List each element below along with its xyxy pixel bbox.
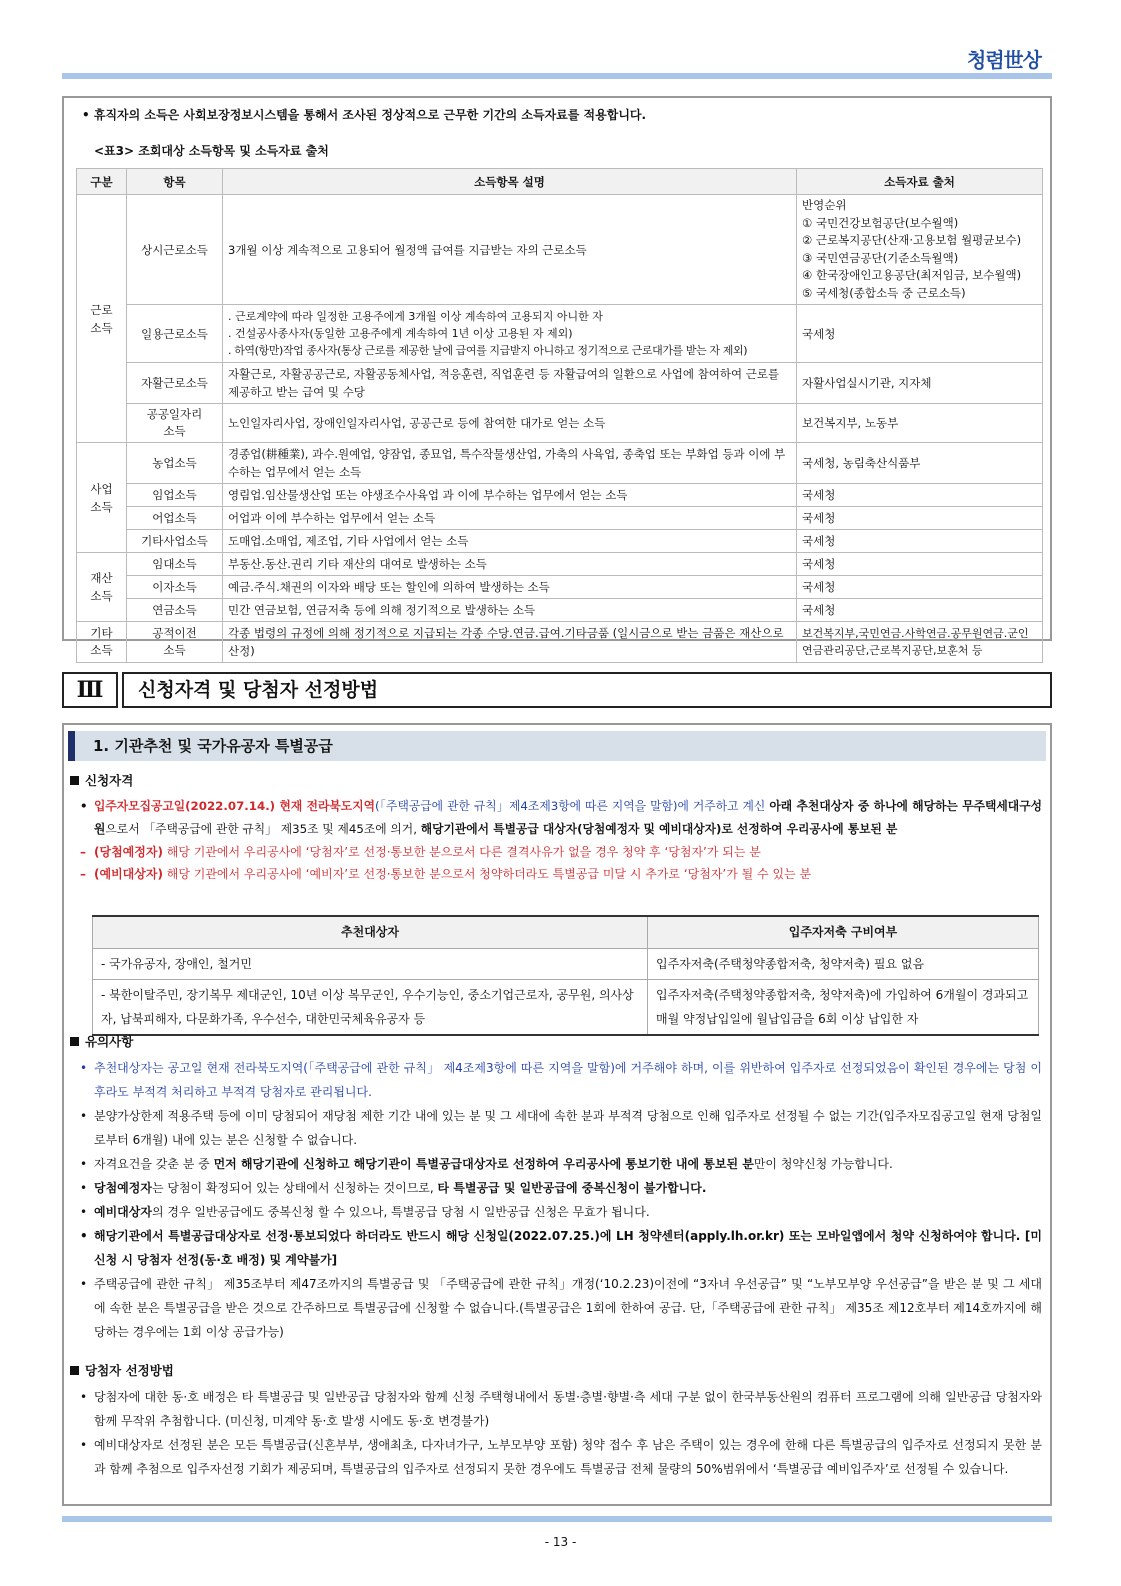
dash-item-reserve: – (예비대상자) 해당 기관에서 우리공사에 ‘예비자’로 선정·통보한 분으로서 청약하더라도 특별공급 미달 시 추가로 ‘당첨자’가 될 수 있는 분 <box>64 864 1054 885</box>
group-cell: 근로 소득 <box>77 195 127 443</box>
source-cell: 반영순위 ① 국민건강보험공단(보수월액) ② 근로복지공단(산재·고용보험 월평균보수) ③ 국민연금공단(기준소득월액) ④ 한국장애인고용공단(최저임금, 보수월액) ⑤ 국세청(종합소득 중 근로소득) <box>797 195 1043 305</box>
square-bullet-icon <box>70 1366 79 1375</box>
dash-item-winner: – (당첨예정자) 해당 기관에서 우리공사에 ‘당첨자’로 선정·통보한 분으로서 다른 결격사유가 없을 경우 청약 후 ‘당첨자’가 되는 분 <box>64 842 1054 863</box>
source-cell: 자활사업실시기관, 지자체 <box>797 363 1043 404</box>
page-number: - 13 - <box>544 1535 577 1549</box>
notes-heading: 유의사항 <box>64 1032 1054 1050</box>
group-cell: 사업 소득 <box>77 443 127 553</box>
item-cell: 연금소득 <box>127 599 223 622</box>
rec-savings-cell: 입주자저축(주택청약종합저축, 청약저축)에 가입하여 6개월이 경과되고 매월 약정납입일에 월납입금을 6회 이상 납입한 자 <box>648 979 1039 1035</box>
selection-block <box>64 1361 1054 1481</box>
note-item: • 예비대상자의 경우 일반공급에도 중복신청 할 수 있으나, 특별공급 당첨 시 일반공급 신청은 무효가 됩니다. <box>64 1200 1054 1224</box>
note-item: • 분양가상한제 적용주택 등에 이미 당첨되어 재당첨 제한 기간 내에 있는 분 및 그 세대에 속한 분과 부적격 당첨으로 인해 입주자로 선정될 수 없는 기간(입주자모집공고일 현재 당첨일로부터 6개월) 내에 있는 분은 신청할 수 없습니다. <box>64 1104 1054 1152</box>
selection-item: • 예비대상자로 선정된 분은 모든 특별공급(신혼부부, 생애최초, 다자녀가구, 노부모부양 포함) 청약 접수 후 남은 주택이 있는 경우에 한해 다른 특별공급의 입주자로 선정되지 못한 분과 함께 추첨으로 입주자선정 기회가 제공되며, 특별공급의 입주자로 선정되지 못한 경우에도 특별공급 전체 물량의 50%범위에서 ‘특별공급 예비입주자’로 선정될 수 있습니다. <box>64 1433 1054 1481</box>
item-cell: 임대소득 <box>127 553 223 576</box>
source-cell: 국세청 <box>797 599 1043 622</box>
note-item: • 당첨예정자는 당첨이 확정되어 있는 상태에서 신청하는 것이므로, 타 특별공급 및 일반공급에 중복신청이 불가합니다. <box>64 1176 1054 1200</box>
desc-cell: 어업과 이에 부수하는 업무에서 얻는 소득 <box>223 507 797 530</box>
income-table <box>76 168 1043 663</box>
item-cell: 이자소득 <box>127 576 223 599</box>
desc-cell: 영림업.임산물생산업 또는 야생조수사육업 과 이에 부수하는 업무에서 얻는 소득 <box>223 484 797 507</box>
section-number: Ⅲ <box>62 672 118 708</box>
item-cell: 농업소득 <box>127 443 223 484</box>
selection-item: • 당첨자에 대한 동·호 배정은 타 특별공급 및 일반공급 당첨자와 함께 신청 주택형내에서 동별·층별·향별·측 세대 구분 없이 한국부동산원의 컴퓨터 프로그램에 의해 일반공급 당첨자와 함께 무작위 추첨합니다. (미신청, 미계약 동·호 발생 시에도 동·호 변경불가) <box>64 1385 1054 1433</box>
col-header: 항목 <box>127 169 223 195</box>
source-cell: 국세청 <box>797 553 1043 576</box>
col-header: 입주자저축 구비여부 <box>648 916 1039 948</box>
item-cell: 공공일자리 소득 <box>127 404 223 443</box>
desc-cell: 부동산.동산.권리 기타 재산의 대여로 발생하는 소득 <box>223 553 797 576</box>
header-divider <box>62 73 1052 79</box>
desc-cell: . 근로계약에 따라 일정한 고용주에게 3개월 이상 계속하여 고용되지 아니한 자 . 건설공사종사자(동일한 고용주에게 계속하여 1년 이상 고용된 자 제외) . 하역(항만)작업 종사자(통상 근로를 제공한 날에 급여를 지급받지 아니하고 정기적으로 근로대가를 받는 자 제외) <box>223 305 797 363</box>
income-section <box>62 96 1052 658</box>
section-title: 신청자격 및 당첨자 선정방법 <box>122 672 1052 708</box>
desc-cell: 민간 연금보험, 연금저축 등에 의해 정기적으로 발생하는 소득 <box>223 599 797 622</box>
col-header: 추천대상자 <box>93 916 648 948</box>
square-bullet-icon <box>70 1037 79 1046</box>
square-bullet-icon <box>70 776 79 785</box>
special-supply-section <box>62 723 1052 1506</box>
notes-block <box>64 1032 1054 1344</box>
item-cell: 자활근로소득 <box>127 363 223 404</box>
income-note: • 휴직자의 소득은 사회보장정보시스템을 통해서 조사된 정상적으로 근무한 기간의 소득자료를 적용합니다. <box>82 108 647 122</box>
desc-cell: 자활근로, 자활공공근로, 자활공동체사업, 적응훈련, 직업훈련 등 자활급여의 일환으로 사업에 참여하여 근로를 제공하고 받는 급여 및 수당 <box>223 363 797 404</box>
recommend-table <box>92 915 1039 1036</box>
note-item: • 해당기관에서 특별공급대상자로 선정·통보되었다 하더라도 반드시 해당 신청일(2022.07.25.)에 LH 청약센터(apply.lh.or.kr) 또는 모바일앱에서 청약 신청하여야 합니다. [미신청 시 당첨자 선정(동·호 배정) 및 계약불가] <box>64 1224 1054 1272</box>
eligibility-text: • 입주자모집공고일(2022.07.14.) 현재 전라북도지역(「주택공급에 관한 규칙」제4조제3항에 따른 지역을 말함)에 거주하고 계신 아래 추천대상자 중 하나에 해당하는 무주택세대구성원으로서 「주택공급에 관한 규칙」 제35조 및 제45조에 의거, 해당기관에서 특별공급 대상자(당첨예정자 및 예비대상자)로 선정하여 우리공사에 통보된 분 <box>64 795 1054 841</box>
footer-divider <box>62 1516 1052 1522</box>
note-item: • 주택공급에 관한 규칙」 제35조부터 제47조까지의 특별공급 및 「주택공급에 관한 규칙」개정(‘10.2.23)이전에 “3자녀 우선공급” 및 “노부모부양 우선공급”을 받은 분 및 그 세대에 속한 분은 특별공급을 받은 것으로 간주하므로 특별공급에 신청할 수 없습니다.(특별공급은 1회에 한하여 공급. 단,「주택공급에 관한 규칙」 제35조 제12호부터 제14호까지에 해당하는 경우에는 1회 이상 공급가능) <box>64 1272 1054 1344</box>
col-header: 구분 <box>77 169 127 195</box>
source-cell: 국세청 <box>797 576 1043 599</box>
desc-cell: 예금.주식.채권의 이자와 배당 또는 할인에 의하여 발생하는 소득 <box>223 576 797 599</box>
desc-cell: 각종 법령의 규정에 의해 정기적으로 지급되는 각종 수당.연금.급여.기타금품 (일시금으로 받는 금품은 재산으로 산정) <box>223 622 797 663</box>
item-cell: 기타사업소득 <box>127 530 223 553</box>
rec-savings-cell: 입주자저축(주택청약종합저축, 청약저축) 필요 없음 <box>648 948 1039 979</box>
logo: 청렴世상 <box>967 48 1041 72</box>
note-item: • 추천대상자는 공고일 현재 전라북도지역(「주택공급에 관한 규칙」 제4조제3항에 따른 지역을 말함)에 거주해야 하며, 이를 위반하여 입주자로 선정되었음이 확인된 경우에는 당첨 이후라도 부적격 처리하고 부적격 당첨자로 관리됩니다. <box>64 1056 1054 1104</box>
source-cell: 보건복지부, 노동부 <box>797 404 1043 443</box>
item-cell: 공적이전 소득 <box>127 622 223 663</box>
source-cell: 국세청, 농림축산식품부 <box>797 443 1043 484</box>
note-item: • 자격요건을 갖춘 분 중 먼저 해당기관에 신청하고 해당기관이 특별공급대상자로 선정하여 우리공사에 통보기한 내에 통보된 분만이 청약신청 가능합니다. <box>64 1152 1054 1176</box>
source-cell: 국세청 <box>797 484 1043 507</box>
source-cell: 국세청 <box>797 305 1043 363</box>
col-header: 소득자료 출처 <box>797 169 1043 195</box>
source-cell: 보건복지부,국민연금.사학연금.공무원연금.군인연금관리공단,근로복지공단,보훈처 등 <box>797 622 1043 663</box>
source-cell: 국세청 <box>797 530 1043 553</box>
item-cell: 어업소득 <box>127 507 223 530</box>
item-cell: 임업소득 <box>127 484 223 507</box>
subsection-title: 1. 기관추천 및 국가유공자 특별공급 <box>68 731 1046 761</box>
selection-heading: 당첨자 선정방법 <box>64 1361 1054 1379</box>
table-title: <표3> 조회대상 소득항목 및 소득자료 출처 <box>94 144 329 158</box>
desc-cell: 3개월 이상 계속적으로 고용되어 월정액 급여를 지급받는 자의 근로소득 <box>223 195 797 305</box>
item-cell: 일용근로소득 <box>127 305 223 363</box>
eligibility-heading: 신청자격 <box>64 771 1054 789</box>
eligibility-block <box>64 771 1054 885</box>
group-cell: 기타 소득 <box>77 622 127 663</box>
col-header: 소득항목 설명 <box>223 169 797 195</box>
rec-target-cell: - 북한이탈주민, 장기복무 제대군인, 10년 이상 복무군인, 우수기능인, 중소기업근로자, 공무원, 의사상자, 납북피해자, 다문화가족, 우수선수, 대한민국체육유공자 등 <box>93 979 648 1035</box>
group-cell: 재산 소득 <box>77 553 127 622</box>
desc-cell: 노인일자리사업, 장애인일자리사업, 공공근로 등에 참여한 대가로 얻는 소득 <box>223 404 797 443</box>
desc-cell: 경종업(耕種業), 과수.원예업, 양잠업, 종묘업, 특수작물생산업, 가축의 사육업, 종축업 또는 부화업 등과 이에 부수하는 업무에서 얻는 소득 <box>223 443 797 484</box>
section-heading <box>62 672 1052 708</box>
desc-cell: 도매업.소매업, 제조업, 기타 사업에서 얻는 소득 <box>223 530 797 553</box>
item-cell: 상시근로소득 <box>127 195 223 305</box>
rec-target-cell: - 국가유공자, 장애인, 철거민 <box>93 948 648 979</box>
source-cell: 국세청 <box>797 507 1043 530</box>
